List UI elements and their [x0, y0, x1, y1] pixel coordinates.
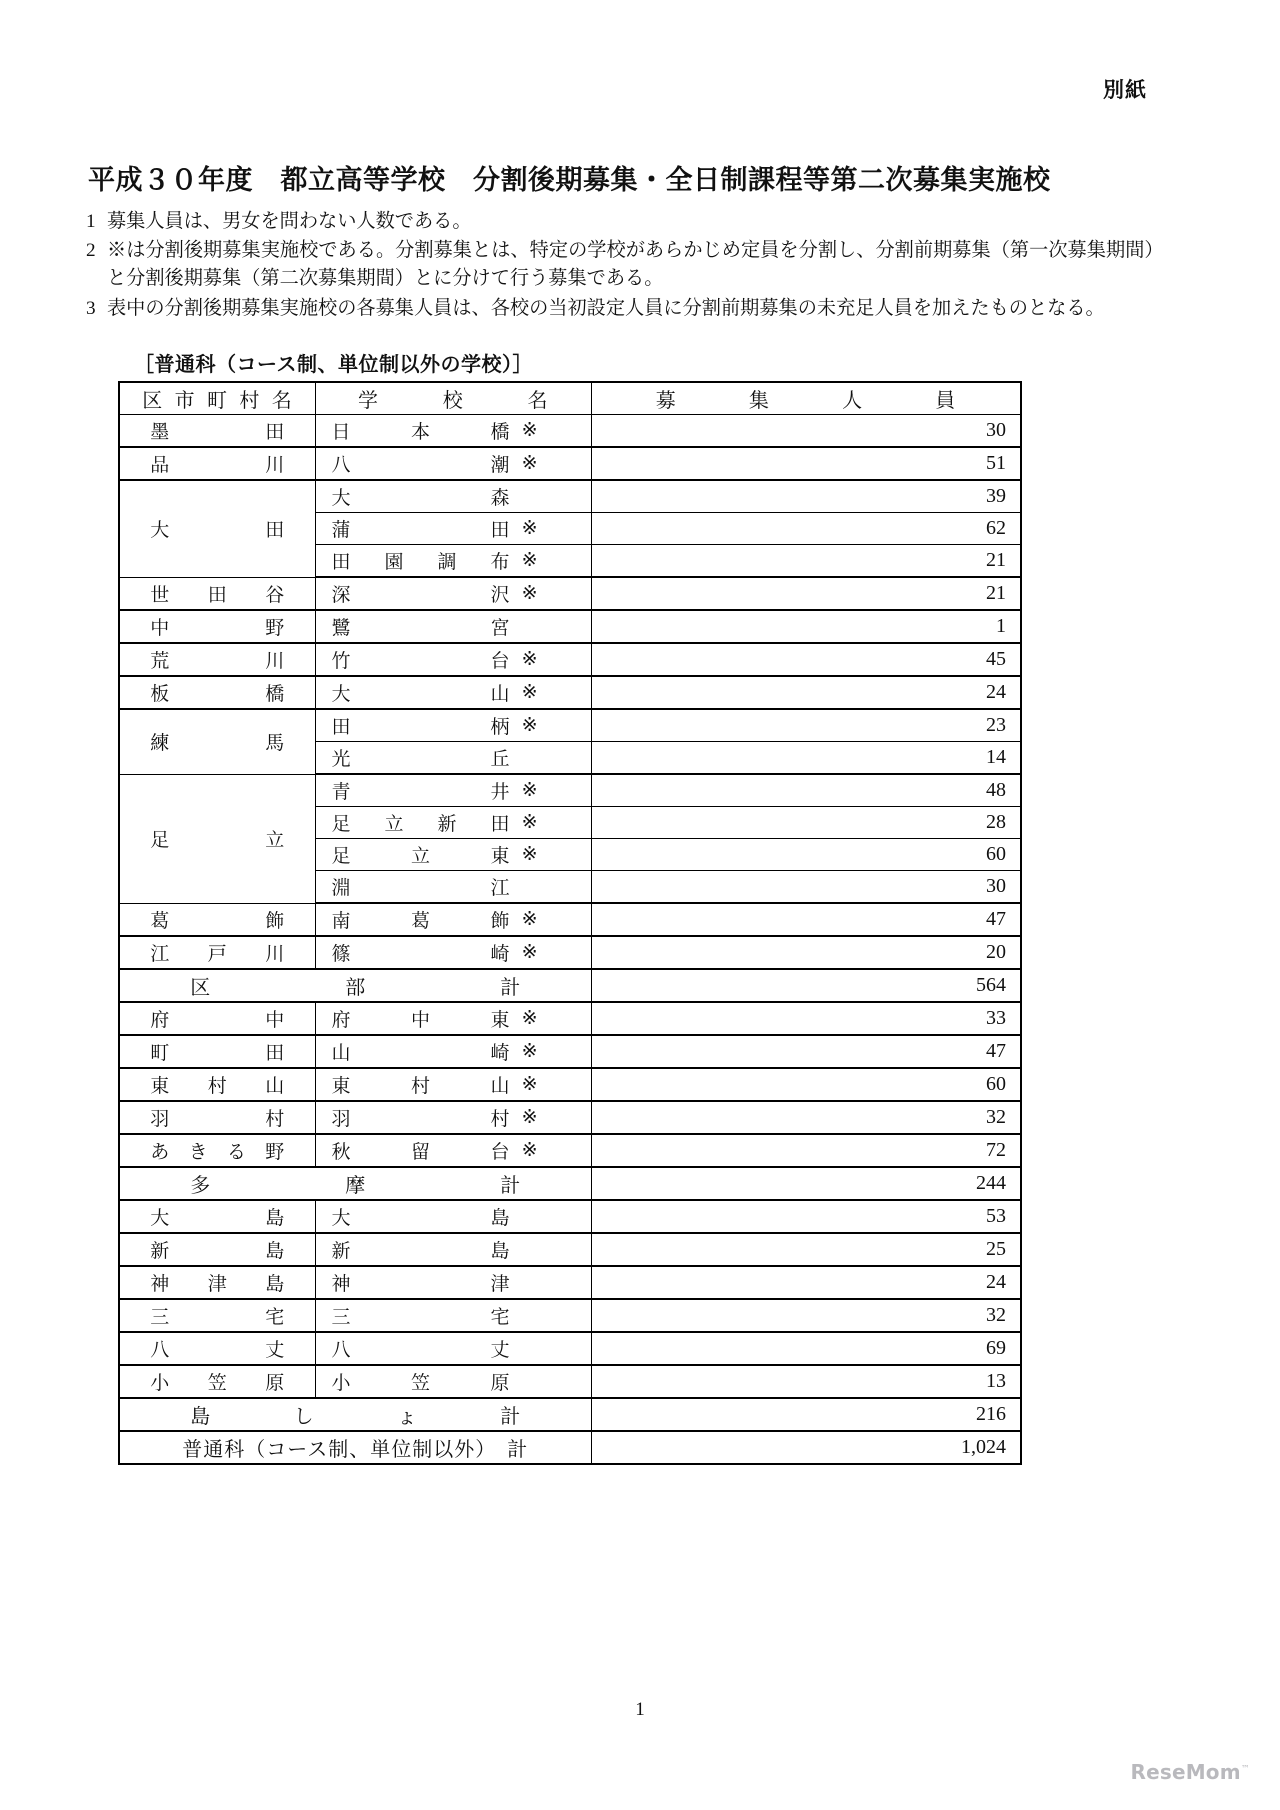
recruit-count-value: 33	[986, 1007, 1006, 1029]
cell-municipality: 世田谷	[119, 577, 315, 610]
school-name-text: 光丘	[331, 749, 510, 770]
subtotal-value: 216	[591, 1398, 1021, 1431]
cell-recruit-count	[591, 577, 1021, 610]
school-name-text: 足立東	[331, 846, 510, 867]
cell-school-name	[315, 1101, 591, 1134]
cell-school-name	[315, 480, 591, 513]
school-name-text: 秋留台	[331, 1142, 510, 1163]
cell-recruit-count	[591, 709, 1021, 742]
cell-school-name	[315, 1002, 591, 1035]
note-number: 3	[86, 297, 96, 319]
school-name-text: 山崎	[331, 1043, 510, 1064]
cell-school-name	[315, 676, 591, 709]
cell-school-name	[315, 1365, 591, 1398]
school-name-text: 鷺宮	[331, 618, 510, 639]
cell-recruit-count	[591, 610, 1021, 643]
recruit-count-value: 47	[986, 908, 1006, 930]
cell-municipality: 葛飾	[119, 903, 315, 936]
split-recruitment-mark: ※	[521, 844, 538, 865]
table-row	[119, 577, 1021, 610]
school-name-text: 府中東	[331, 1010, 510, 1031]
cell-school-name	[315, 1332, 591, 1365]
page-title: 平成３０年度 都立高等学校 分割後期募集・全日制課程等第二次募集実施校	[88, 165, 1051, 196]
cell-school-name	[315, 1299, 591, 1332]
split-recruitment-mark: ※	[521, 420, 538, 441]
cell-municipality: 足立	[119, 774, 315, 903]
cell-recruit-count	[591, 1233, 1021, 1266]
cell-school-name	[315, 415, 591, 448]
column-header-count: 募集人員	[591, 382, 1021, 415]
subtotal-value: 564	[591, 969, 1021, 1002]
table-row	[119, 936, 1021, 969]
cell-municipality: 大田	[119, 480, 315, 577]
table-subtotal-row	[119, 969, 1021, 1002]
note-text: ※は分割後期募集実施校である。分割募集とは、特定の学校があらかじめ定員を分割し、分割前期募集（第一次募集期間）と分割後期募集（第二次募集期間）とに分けて行う募集である。	[107, 240, 1154, 290]
cell-school-name	[315, 577, 591, 610]
cell-recruit-count	[591, 807, 1021, 839]
cell-recruit-count	[591, 903, 1021, 936]
cell-recruit-count	[591, 1299, 1021, 1332]
cell-school-name	[315, 709, 591, 742]
split-recruitment-mark: ※	[521, 550, 538, 571]
recruit-count-value: 51	[986, 452, 1006, 474]
cell-school-name	[315, 1266, 591, 1299]
table-row	[119, 643, 1021, 676]
watermark	[1130, 1760, 1250, 1784]
table-row	[119, 1332, 1021, 1365]
cell-recruit-count	[591, 513, 1021, 545]
subtotal-label: 区部計	[119, 969, 591, 1002]
recruit-count-value: 28	[986, 811, 1006, 833]
cell-municipality: 羽村	[119, 1101, 315, 1134]
school-name-text: 篠崎	[331, 944, 510, 965]
table-row	[119, 1002, 1021, 1035]
note-item	[86, 295, 1154, 323]
recruit-count-value: 45	[986, 648, 1006, 670]
table-row	[119, 903, 1021, 936]
split-recruitment-mark: ※	[521, 715, 538, 736]
recruitment-table-container	[118, 381, 1020, 1465]
cell-municipality: 三宅	[119, 1299, 315, 1332]
recruit-count-value: 72	[986, 1139, 1006, 1161]
table-row	[119, 1200, 1021, 1233]
note-text: 募集人員は、男女を問わない人数である。	[107, 211, 472, 232]
column-header-school: 学校名	[315, 382, 591, 415]
cell-recruit-count	[591, 1134, 1021, 1167]
cell-school-name	[315, 807, 591, 839]
recruit-count-value: 60	[986, 843, 1006, 865]
split-recruitment-mark: ※	[521, 1140, 538, 1161]
page-number: 1	[635, 1699, 645, 1720]
cell-recruit-count	[591, 1002, 1021, 1035]
school-name-text: 神津	[331, 1274, 510, 1295]
cell-municipality: 江戸川	[119, 936, 315, 969]
cell-municipality: 墨田	[119, 415, 315, 448]
note-number: 1	[86, 211, 96, 232]
table-row	[119, 610, 1021, 643]
recruit-count-value: 69	[986, 1337, 1006, 1359]
cell-school-name	[315, 447, 591, 480]
subtotal-value: 244	[591, 1167, 1021, 1200]
table-row	[119, 1134, 1021, 1167]
recruit-count-value: 21	[986, 549, 1006, 571]
recruit-count-value: 32	[986, 1304, 1006, 1326]
cell-recruit-count	[591, 1332, 1021, 1365]
school-name-text: 竹台	[331, 651, 510, 672]
cell-school-name	[315, 839, 591, 871]
cell-recruit-count	[591, 1068, 1021, 1101]
cell-municipality: 府中	[119, 1002, 315, 1035]
school-name-text: 八丈	[331, 1340, 510, 1361]
subtotal-label: 多摩計	[119, 1167, 591, 1200]
watermark-tm: ™	[1240, 1764, 1250, 1775]
recruit-count-value: 48	[986, 779, 1006, 801]
cell-recruit-count	[591, 447, 1021, 480]
cell-school-name	[315, 610, 591, 643]
cell-school-name	[315, 774, 591, 807]
table-row	[119, 480, 1021, 513]
split-recruitment-mark: ※	[521, 1107, 538, 1128]
school-name-text: 大島	[331, 1208, 510, 1229]
grand-total-label: 普通科（コース制、単位制以外） 計	[119, 1431, 591, 1464]
school-name-text: 淵江	[331, 878, 510, 899]
recruitment-table	[118, 381, 1022, 1465]
recruit-count-value: 39	[986, 485, 1006, 507]
split-recruitment-mark: ※	[521, 583, 538, 604]
cell-recruit-count	[591, 676, 1021, 709]
split-recruitment-mark: ※	[521, 518, 538, 539]
watermark-text: ReseMom	[1130, 1760, 1241, 1784]
recruit-count-value: 1	[996, 615, 1006, 637]
school-name-text: 青井	[331, 782, 510, 803]
split-recruitment-mark: ※	[521, 1041, 538, 1062]
recruit-count-value: 25	[986, 1238, 1006, 1260]
cell-school-name	[315, 1134, 591, 1167]
note-text: 表中の分割後期募集実施校の各募集人員は、各校の当初設定人員に分割前期募集の未充足人員を加えたものとなる。	[107, 297, 1105, 319]
cell-recruit-count	[591, 871, 1021, 904]
cell-municipality: 神津島	[119, 1266, 315, 1299]
split-recruitment-mark: ※	[521, 1074, 538, 1095]
school-name-text: 小笠原	[331, 1373, 510, 1394]
cell-recruit-count	[591, 774, 1021, 807]
table-row	[119, 1101, 1021, 1134]
table-row	[119, 1035, 1021, 1068]
corner-label: 別紙	[1103, 78, 1147, 102]
school-name-text: 東村山	[331, 1076, 510, 1097]
recruit-count-value: 24	[986, 681, 1006, 703]
cell-recruit-count	[591, 1365, 1021, 1398]
recruit-count-value: 23	[986, 714, 1006, 736]
recruit-count-value: 47	[986, 1040, 1006, 1062]
recruit-count-value: 20	[986, 941, 1006, 963]
cell-recruit-count	[591, 1266, 1021, 1299]
school-name-text: 大森	[331, 488, 510, 509]
cell-recruit-count	[591, 480, 1021, 513]
cell-municipality: 小笠原	[119, 1365, 315, 1398]
cell-school-name	[315, 513, 591, 545]
cell-recruit-count	[591, 1101, 1021, 1134]
school-name-text: 足立新田	[331, 814, 510, 835]
note-item	[86, 237, 1154, 293]
cell-municipality: 荒川	[119, 643, 315, 676]
cell-municipality: 新島	[119, 1233, 315, 1266]
cell-recruit-count	[591, 1035, 1021, 1068]
cell-municipality: 中野	[119, 610, 315, 643]
cell-recruit-count	[591, 545, 1021, 578]
recruit-count-value: 14	[986, 746, 1006, 768]
recruit-count-value: 62	[986, 517, 1006, 539]
split-recruitment-mark: ※	[521, 909, 538, 930]
table-grand-total-row	[119, 1431, 1021, 1464]
cell-recruit-count	[591, 415, 1021, 448]
split-recruitment-mark: ※	[521, 649, 538, 670]
table-subtotal-row	[119, 1167, 1021, 1200]
table-row	[119, 1068, 1021, 1101]
table-row	[119, 415, 1021, 448]
split-recruitment-mark: ※	[521, 780, 538, 801]
cell-municipality: 町田	[119, 1035, 315, 1068]
split-recruitment-mark: ※	[521, 1008, 538, 1029]
cell-school-name	[315, 903, 591, 936]
cell-municipality: 練馬	[119, 709, 315, 774]
table-row	[119, 1266, 1021, 1299]
cell-school-name	[315, 643, 591, 676]
grand-total-value: 1,024	[591, 1431, 1021, 1464]
table-row	[119, 1233, 1021, 1266]
school-name-text: 田園調布	[331, 552, 510, 573]
cell-recruit-count	[591, 643, 1021, 676]
notes-list	[86, 208, 1154, 324]
subtotal-label: 島しょ計	[119, 1398, 591, 1431]
table-row	[119, 676, 1021, 709]
cell-municipality: あきる野	[119, 1134, 315, 1167]
split-recruitment-mark: ※	[521, 453, 538, 474]
cell-school-name	[315, 1233, 591, 1266]
table-body	[119, 382, 1021, 1464]
cell-school-name	[315, 1200, 591, 1233]
table-row	[119, 709, 1021, 742]
cell-school-name	[315, 871, 591, 904]
recruit-count-value: 21	[986, 582, 1006, 604]
school-name-text: 南葛飾	[331, 911, 510, 932]
table-subtotal-row	[119, 1398, 1021, 1431]
note-number: 2	[86, 240, 96, 262]
school-name-text: 八潮	[331, 455, 510, 476]
table-header-row	[119, 382, 1021, 415]
cell-recruit-count	[591, 839, 1021, 871]
table-row	[119, 774, 1021, 807]
recruit-count-value: 13	[986, 1370, 1006, 1392]
split-recruitment-mark: ※	[521, 942, 538, 963]
recruit-count-value: 60	[986, 1073, 1006, 1095]
cell-municipality: 板橋	[119, 676, 315, 709]
school-name-text: 蒲田	[331, 520, 510, 541]
recruit-count-value: 30	[986, 419, 1006, 441]
recruit-count-value: 30	[986, 875, 1006, 897]
recruit-count-value: 53	[986, 1205, 1006, 1227]
school-name-text: 羽村	[331, 1109, 510, 1130]
cell-recruit-count	[591, 1200, 1021, 1233]
cell-municipality: 八丈	[119, 1332, 315, 1365]
cell-school-name	[315, 1068, 591, 1101]
cell-school-name	[315, 936, 591, 969]
recruit-count-value: 32	[986, 1106, 1006, 1128]
school-name-text: 田柄	[331, 717, 510, 738]
cell-school-name	[315, 545, 591, 578]
column-header-municipality: 区市町村名	[119, 382, 315, 415]
school-name-text: 三宅	[331, 1307, 510, 1328]
table-row	[119, 1365, 1021, 1398]
section-label: ［普通科（コース制、単位制以外の学校）］	[134, 352, 533, 376]
school-name-text: 新島	[331, 1241, 510, 1262]
school-name-text: 深沢	[331, 585, 510, 606]
split-recruitment-mark: ※	[521, 682, 538, 703]
cell-recruit-count	[591, 742, 1021, 775]
cell-school-name	[315, 742, 591, 775]
cell-municipality: 東村山	[119, 1068, 315, 1101]
table-row	[119, 1299, 1021, 1332]
split-recruitment-mark: ※	[521, 812, 538, 833]
school-name-text: 日本橋	[331, 422, 510, 443]
cell-municipality: 大島	[119, 1200, 315, 1233]
recruit-count-value: 24	[986, 1271, 1006, 1293]
school-name-text: 大山	[331, 684, 510, 705]
note-item	[86, 208, 1154, 236]
cell-recruit-count	[591, 936, 1021, 969]
cell-school-name	[315, 1035, 591, 1068]
cell-municipality: 品川	[119, 447, 315, 480]
table-row	[119, 447, 1021, 480]
